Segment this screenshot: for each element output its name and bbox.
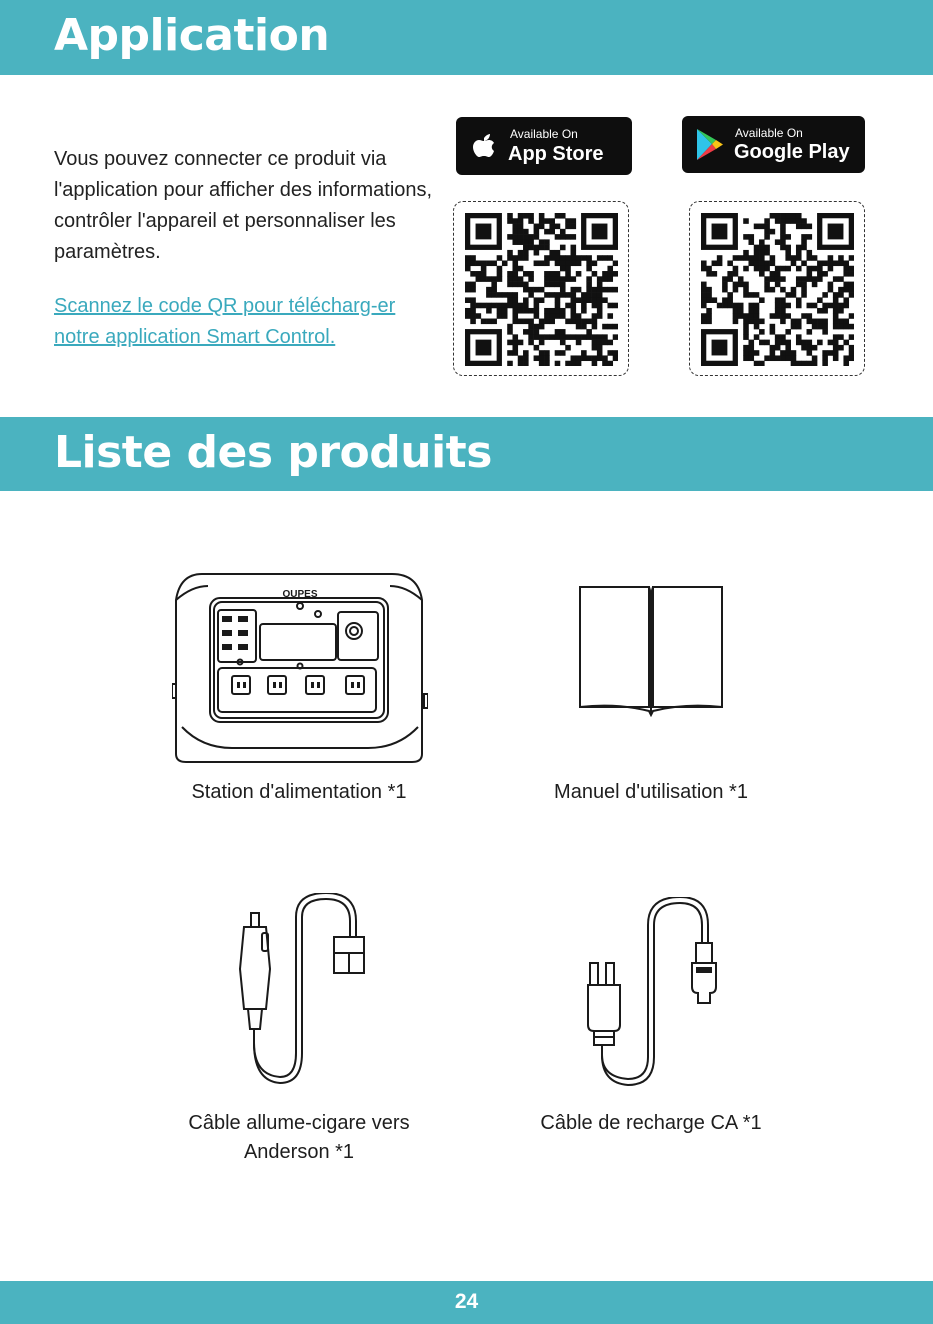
app-store-badge[interactable] [456,117,632,175]
ac-charging-cable-icon [584,897,720,1089]
qr-code-graphic [465,213,618,366]
google-play-small-text: Available On [735,126,803,140]
car-charger-cable-icon [230,893,370,1089]
app-store-label: App Store [508,143,604,165]
product-label-car-charger-cable: Câble allume-cigare vers Anderson *1 [188,1112,410,1163]
google-play-badge[interactable] [682,116,865,173]
google-play-icon [695,128,725,161]
product-label-power-station: Station d'alimentation *1 [191,781,407,803]
app-store-qr-code[interactable] [453,201,629,376]
qr-download-link[interactable]: Scannez le code QR pour télécharg-er notre application Smart Control. [54,295,396,348]
application-intro: Vous pouvez connecter ce produit via l'application pour afficher des informations, contrôler l'appareil et personnaliser les paramètres. [54,148,433,263]
application-title: Application [54,10,330,61]
google-play-label: Google Play [734,141,850,163]
application-banner [0,0,933,75]
product-list-banner [0,417,933,491]
manual-book-icon [577,585,725,717]
product-list-title: Liste des produits [54,427,492,478]
power-station-icon [172,572,428,764]
google-play-qr-code[interactable] [689,201,865,376]
product-label-ac-charging-cable: Câble de recharge CA *1 [540,1112,762,1134]
qr-code-graphic [701,213,854,366]
app-store-small-text: Available On [510,127,578,141]
apple-icon [470,129,498,161]
page-footer [0,1281,933,1324]
product-label-manual: Manuel d'utilisation *1 [554,781,748,803]
station-brand-label: OUPES [282,589,318,600]
page-number: 24 [454,1290,479,1313]
